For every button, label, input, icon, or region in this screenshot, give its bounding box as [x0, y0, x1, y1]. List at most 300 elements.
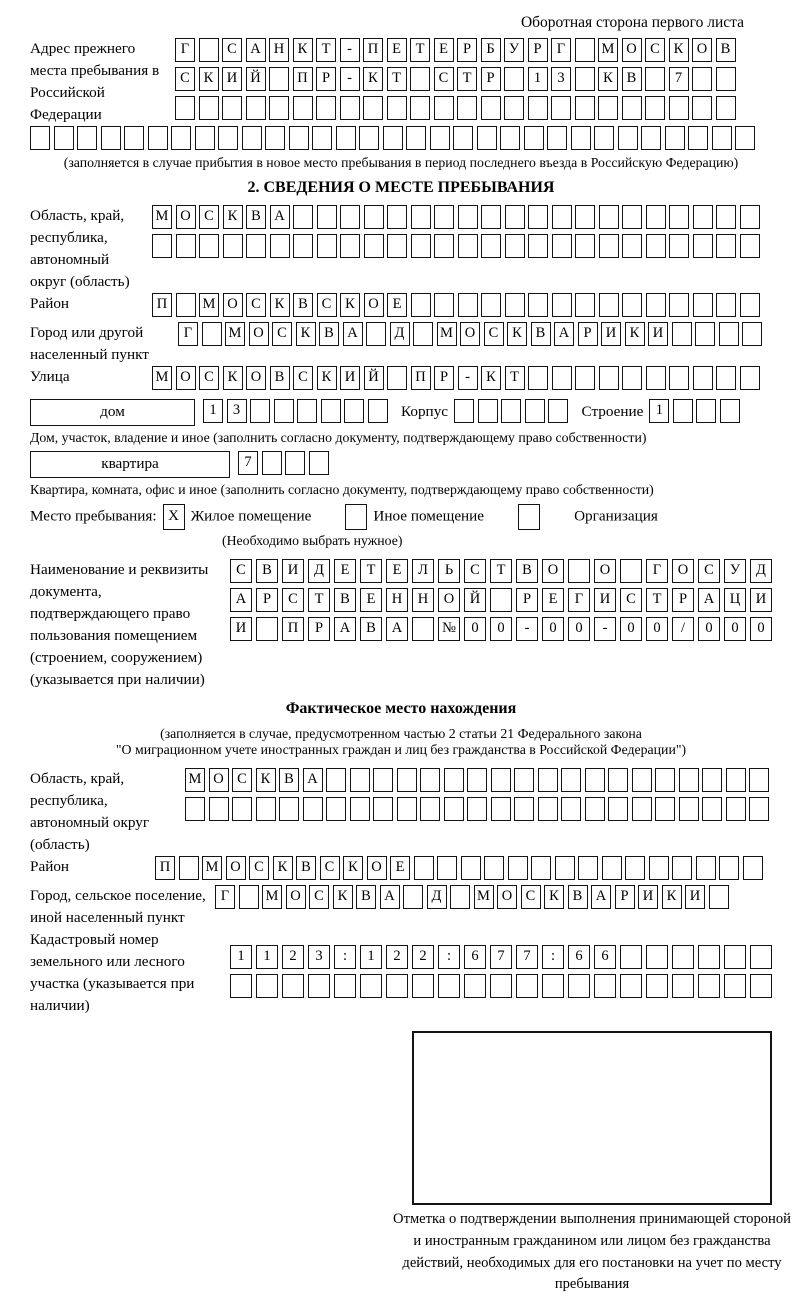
char-cell[interactable]: П — [155, 856, 175, 880]
char-cell[interactable] — [282, 974, 304, 998]
char-cell[interactable] — [561, 768, 581, 792]
char-cell[interactable] — [458, 234, 478, 258]
char-cell[interactable]: К — [223, 205, 243, 229]
char-cell[interactable] — [403, 885, 423, 909]
char-cell[interactable]: Р — [481, 67, 501, 91]
char-cell[interactable] — [239, 885, 259, 909]
char-cell[interactable]: А — [334, 617, 356, 641]
char-cell[interactable] — [538, 768, 558, 792]
char-cell[interactable]: Р — [672, 588, 694, 612]
char-cell[interactable]: Й — [364, 366, 384, 390]
char-cell[interactable]: 1 — [528, 67, 548, 91]
char-cell[interactable] — [317, 205, 337, 229]
char-cell[interactable]: 1 — [230, 945, 252, 969]
char-cell[interactable]: Г — [646, 559, 668, 583]
char-cell[interactable] — [434, 234, 454, 258]
char-cell[interactable] — [274, 399, 294, 423]
char-cell[interactable]: Д — [308, 559, 330, 583]
char-cell[interactable] — [481, 96, 501, 120]
char-cell[interactable] — [344, 399, 364, 423]
char-cell[interactable] — [552, 205, 572, 229]
char-cell[interactable] — [645, 67, 665, 91]
char-cell[interactable]: М — [225, 322, 245, 346]
char-cell[interactable] — [696, 399, 716, 423]
char-cell[interactable] — [602, 856, 622, 880]
char-cell[interactable]: Г — [178, 322, 198, 346]
char-cell[interactable] — [655, 768, 675, 792]
char-cell[interactable] — [555, 856, 575, 880]
char-cell[interactable]: 6 — [568, 945, 590, 969]
char-cell[interactable]: В — [246, 205, 266, 229]
char-cell[interactable] — [750, 974, 772, 998]
char-cell[interactable]: С — [645, 38, 665, 62]
char-cell[interactable]: Й — [464, 588, 486, 612]
char-cell[interactable]: К — [662, 885, 682, 909]
char-cell[interactable] — [454, 399, 474, 423]
char-cell[interactable]: Л — [412, 559, 434, 583]
char-cell[interactable]: Т — [646, 588, 668, 612]
char-cell[interactable]: - — [340, 38, 360, 62]
char-cell[interactable]: К — [273, 856, 293, 880]
char-cell[interactable] — [620, 559, 642, 583]
char-cell[interactable]: С — [232, 768, 252, 792]
char-cell[interactable] — [270, 234, 290, 258]
char-cell[interactable] — [645, 96, 665, 120]
char-cell[interactable] — [571, 126, 591, 150]
char-cell[interactable] — [525, 399, 545, 423]
char-cell[interactable]: Т — [505, 366, 525, 390]
char-cell[interactable]: И — [230, 617, 252, 641]
char-cell[interactable] — [749, 797, 769, 821]
char-cell[interactable] — [308, 974, 330, 998]
char-cell[interactable]: П — [152, 293, 172, 317]
char-cell[interactable] — [646, 366, 666, 390]
char-cell[interactable]: Т — [316, 38, 336, 62]
char-cell[interactable]: Г — [175, 38, 195, 62]
char-cell[interactable] — [202, 322, 222, 346]
char-cell[interactable] — [575, 366, 595, 390]
char-cell[interactable]: М — [202, 856, 222, 880]
char-cell[interactable]: В — [293, 293, 313, 317]
char-cell[interactable]: 0 — [698, 617, 720, 641]
char-cell[interactable]: Е — [334, 559, 356, 583]
char-cell[interactable]: Т — [410, 38, 430, 62]
char-cell[interactable]: М — [152, 205, 172, 229]
char-cell[interactable]: В — [568, 885, 588, 909]
char-cell[interactable] — [285, 451, 305, 475]
char-cell[interactable] — [309, 451, 329, 475]
char-cell[interactable]: О — [176, 366, 196, 390]
char-cell[interactable] — [740, 366, 760, 390]
char-cell[interactable] — [434, 293, 454, 317]
char-cell[interactable] — [702, 768, 722, 792]
char-cell[interactable] — [176, 234, 196, 258]
char-cell[interactable]: 7 — [669, 67, 689, 91]
char-cell[interactable]: Т — [457, 67, 477, 91]
char-cell[interactable] — [326, 797, 346, 821]
char-cell[interactable] — [414, 856, 434, 880]
char-cell[interactable]: В — [296, 856, 316, 880]
char-cell[interactable] — [599, 366, 619, 390]
char-cell[interactable]: О — [176, 205, 196, 229]
char-cell[interactable] — [199, 96, 219, 120]
char-cell[interactable] — [646, 974, 668, 998]
char-cell[interactable]: М — [262, 885, 282, 909]
char-cell[interactable] — [726, 768, 746, 792]
char-cell[interactable] — [77, 126, 97, 150]
char-cell[interactable]: 0 — [568, 617, 590, 641]
char-cell[interactable]: Р — [578, 322, 598, 346]
char-cell[interactable] — [199, 38, 219, 62]
char-cell[interactable]: 0 — [464, 617, 486, 641]
char-cell[interactable] — [719, 322, 739, 346]
char-cell[interactable] — [740, 205, 760, 229]
char-cell[interactable]: К — [270, 293, 290, 317]
char-cell[interactable] — [411, 234, 431, 258]
char-cell[interactable] — [719, 856, 739, 880]
char-cell[interactable] — [430, 126, 450, 150]
char-cell[interactable] — [54, 126, 74, 150]
char-cell[interactable] — [364, 205, 384, 229]
char-cell[interactable] — [552, 293, 572, 317]
char-cell[interactable]: А — [303, 768, 323, 792]
char-cell[interactable] — [461, 856, 481, 880]
char-cell[interactable]: В — [319, 322, 339, 346]
char-cell[interactable] — [334, 974, 356, 998]
char-cell[interactable] — [528, 96, 548, 120]
char-cell[interactable] — [464, 974, 486, 998]
char-cell[interactable]: 2 — [412, 945, 434, 969]
char-cell[interactable] — [340, 205, 360, 229]
char-cell[interactable]: 0 — [620, 617, 642, 641]
char-cell[interactable]: Н — [412, 588, 434, 612]
char-cell[interactable] — [720, 399, 740, 423]
char-cell[interactable]: С — [620, 588, 642, 612]
char-cell[interactable]: О — [542, 559, 564, 583]
char-cell[interactable]: А — [270, 205, 290, 229]
char-cell[interactable] — [467, 797, 487, 821]
char-cell[interactable]: С — [222, 38, 242, 62]
char-cell[interactable] — [383, 126, 403, 150]
char-cell[interactable] — [152, 234, 172, 258]
char-cell[interactable] — [528, 293, 548, 317]
char-cell[interactable] — [625, 856, 645, 880]
char-cell[interactable] — [175, 96, 195, 120]
char-cell[interactable]: 3 — [227, 399, 247, 423]
char-cell[interactable] — [679, 797, 699, 821]
char-cell[interactable] — [444, 768, 464, 792]
char-cell[interactable] — [672, 974, 694, 998]
char-cell[interactable] — [716, 96, 736, 120]
char-cell[interactable] — [599, 205, 619, 229]
char-cell[interactable] — [552, 366, 572, 390]
char-cell[interactable] — [578, 856, 598, 880]
char-cell[interactable] — [209, 797, 229, 821]
char-cell[interactable]: Р — [457, 38, 477, 62]
char-cell[interactable] — [561, 797, 581, 821]
char-cell[interactable]: С — [199, 205, 219, 229]
char-cell[interactable] — [256, 974, 278, 998]
char-cell[interactable] — [195, 126, 215, 150]
char-cell[interactable] — [692, 67, 712, 91]
char-cell[interactable]: К — [340, 293, 360, 317]
char-cell[interactable]: 0 — [750, 617, 772, 641]
char-cell[interactable]: О — [622, 38, 642, 62]
char-cell[interactable]: Н — [269, 38, 289, 62]
char-cell[interactable] — [491, 768, 511, 792]
char-cell[interactable] — [712, 126, 732, 150]
char-cell[interactable]: В — [622, 67, 642, 91]
char-cell[interactable] — [185, 797, 205, 821]
char-cell[interactable]: П — [293, 67, 313, 91]
char-cell[interactable]: 7 — [238, 451, 258, 475]
char-cell[interactable]: А — [591, 885, 611, 909]
char-cell[interactable] — [742, 322, 762, 346]
char-cell[interactable] — [387, 96, 407, 120]
char-cell[interactable]: П — [363, 38, 383, 62]
char-cell[interactable]: : — [542, 945, 564, 969]
char-cell[interactable]: К — [669, 38, 689, 62]
char-cell[interactable]: О — [249, 322, 269, 346]
char-cell[interactable]: П — [282, 617, 304, 641]
char-cell[interactable] — [514, 768, 534, 792]
char-cell[interactable] — [618, 126, 638, 150]
char-cell[interactable] — [504, 96, 524, 120]
char-cell[interactable] — [575, 234, 595, 258]
char-cell[interactable]: А — [380, 885, 400, 909]
char-cell[interactable]: Е — [387, 38, 407, 62]
char-cell[interactable]: О — [209, 768, 229, 792]
char-cell[interactable]: С — [246, 293, 266, 317]
char-cell[interactable]: 3 — [551, 67, 571, 91]
char-cell[interactable] — [538, 797, 558, 821]
char-cell[interactable] — [176, 293, 196, 317]
char-cell[interactable] — [552, 234, 572, 258]
char-cell[interactable] — [289, 126, 309, 150]
char-cell[interactable] — [387, 234, 407, 258]
char-cell[interactable]: - — [340, 67, 360, 91]
char-cell[interactable]: И — [222, 67, 242, 91]
char-cell[interactable] — [230, 974, 252, 998]
char-cell[interactable]: О — [497, 885, 517, 909]
char-cell[interactable] — [608, 797, 628, 821]
char-cell[interactable]: Е — [390, 856, 410, 880]
char-cell[interactable]: Т — [490, 559, 512, 583]
char-cell[interactable] — [726, 797, 746, 821]
char-cell[interactable]: Р — [434, 366, 454, 390]
char-cell[interactable]: С — [317, 293, 337, 317]
char-cell[interactable] — [438, 974, 460, 998]
char-cell[interactable] — [698, 974, 720, 998]
char-cell[interactable] — [693, 366, 713, 390]
char-cell[interactable]: Е — [387, 293, 407, 317]
char-cell[interactable]: А — [386, 617, 408, 641]
char-cell[interactable] — [386, 974, 408, 998]
char-cell[interactable]: И — [340, 366, 360, 390]
char-cell[interactable] — [655, 797, 675, 821]
char-cell[interactable] — [632, 768, 652, 792]
char-cell[interactable]: О — [460, 322, 480, 346]
char-cell[interactable]: 0 — [724, 617, 746, 641]
char-cell[interactable] — [340, 234, 360, 258]
char-cell[interactable] — [585, 768, 605, 792]
char-cell[interactable]: С — [698, 559, 720, 583]
char-cell[interactable] — [528, 205, 548, 229]
char-cell[interactable]: 2 — [386, 945, 408, 969]
char-cell[interactable]: У — [724, 559, 746, 583]
char-cell[interactable] — [437, 856, 457, 880]
char-cell[interactable] — [256, 617, 278, 641]
char-cell[interactable] — [692, 96, 712, 120]
stay-type-checkbox-other[interactable] — [345, 504, 367, 530]
char-cell[interactable]: Г — [568, 588, 590, 612]
char-cell[interactable] — [363, 96, 383, 120]
char-cell[interactable] — [269, 67, 289, 91]
char-cell[interactable] — [350, 797, 370, 821]
char-cell[interactable] — [695, 322, 715, 346]
char-cell[interactable] — [672, 856, 692, 880]
char-cell[interactable] — [568, 974, 590, 998]
char-cell[interactable] — [340, 96, 360, 120]
char-cell[interactable]: С — [521, 885, 541, 909]
char-cell[interactable]: С — [320, 856, 340, 880]
char-cell[interactable] — [743, 856, 763, 880]
char-cell[interactable]: Р — [528, 38, 548, 62]
char-cell[interactable]: К — [625, 322, 645, 346]
char-cell[interactable] — [575, 96, 595, 120]
char-cell[interactable] — [622, 205, 642, 229]
char-cell[interactable] — [350, 768, 370, 792]
char-cell[interactable] — [265, 126, 285, 150]
char-cell[interactable]: Е — [542, 588, 564, 612]
char-cell[interactable]: О — [226, 856, 246, 880]
char-cell[interactable] — [568, 559, 590, 583]
char-cell[interactable] — [669, 234, 689, 258]
char-cell[interactable]: 2 — [282, 945, 304, 969]
char-cell[interactable] — [481, 205, 501, 229]
char-cell[interactable]: В — [279, 768, 299, 792]
char-cell[interactable] — [256, 797, 276, 821]
char-cell[interactable]: А — [246, 38, 266, 62]
char-cell[interactable] — [490, 974, 512, 998]
char-cell[interactable]: С — [199, 366, 219, 390]
char-cell[interactable] — [246, 234, 266, 258]
char-cell[interactable]: М — [152, 366, 172, 390]
char-cell[interactable]: 1 — [360, 945, 382, 969]
char-cell[interactable] — [548, 399, 568, 423]
char-cell[interactable] — [724, 974, 746, 998]
char-cell[interactable]: : — [438, 945, 460, 969]
char-cell[interactable]: А — [230, 588, 252, 612]
char-cell[interactable] — [368, 399, 388, 423]
char-cell[interactable]: О — [692, 38, 712, 62]
char-cell[interactable]: И — [594, 588, 616, 612]
char-cell[interactable]: П — [411, 366, 431, 390]
char-cell[interactable]: В — [360, 617, 382, 641]
char-cell[interactable]: К — [343, 856, 363, 880]
char-cell[interactable] — [501, 399, 521, 423]
char-cell[interactable] — [594, 126, 614, 150]
char-cell[interactable]: К — [598, 67, 618, 91]
char-cell[interactable]: О — [223, 293, 243, 317]
char-cell[interactable] — [406, 126, 426, 150]
char-cell[interactable] — [641, 126, 661, 150]
char-cell[interactable] — [387, 205, 407, 229]
char-cell[interactable] — [317, 234, 337, 258]
char-cell[interactable] — [669, 205, 689, 229]
char-cell[interactable] — [740, 293, 760, 317]
char-cell[interactable] — [622, 96, 642, 120]
char-cell[interactable] — [450, 885, 470, 909]
char-cell[interactable] — [500, 126, 520, 150]
char-cell[interactable]: А — [343, 322, 363, 346]
char-cell[interactable]: С — [293, 366, 313, 390]
char-cell[interactable] — [373, 768, 393, 792]
char-cell[interactable] — [646, 293, 666, 317]
char-cell[interactable] — [693, 293, 713, 317]
char-cell[interactable] — [716, 205, 736, 229]
char-cell[interactable]: Д — [390, 322, 410, 346]
char-cell[interactable]: М — [199, 293, 219, 317]
char-cell[interactable]: 7 — [516, 945, 538, 969]
char-cell[interactable]: О — [594, 559, 616, 583]
char-cell[interactable] — [312, 126, 332, 150]
char-cell[interactable] — [457, 96, 477, 120]
char-cell[interactable]: Ц — [724, 588, 746, 612]
char-cell[interactable] — [698, 945, 720, 969]
char-cell[interactable]: Р — [256, 588, 278, 612]
char-cell[interactable] — [293, 96, 313, 120]
char-cell[interactable]: 6 — [594, 945, 616, 969]
char-cell[interactable] — [669, 96, 689, 120]
char-cell[interactable]: О — [367, 856, 387, 880]
char-cell[interactable] — [547, 126, 567, 150]
char-cell[interactable] — [672, 322, 692, 346]
char-cell[interactable]: С — [484, 322, 504, 346]
char-cell[interactable] — [336, 126, 356, 150]
char-cell[interactable]: В — [256, 559, 278, 583]
char-cell[interactable] — [478, 399, 498, 423]
char-cell[interactable] — [373, 797, 393, 821]
char-cell[interactable]: С — [464, 559, 486, 583]
char-cell[interactable] — [484, 856, 504, 880]
char-cell[interactable]: Д — [427, 885, 447, 909]
char-cell[interactable]: : — [334, 945, 356, 969]
char-cell[interactable] — [716, 366, 736, 390]
char-cell[interactable] — [101, 126, 121, 150]
char-cell[interactable] — [696, 856, 716, 880]
char-cell[interactable] — [467, 768, 487, 792]
char-cell[interactable] — [326, 768, 346, 792]
char-cell[interactable]: - — [516, 617, 538, 641]
char-cell[interactable]: А — [698, 588, 720, 612]
char-cell[interactable] — [481, 293, 501, 317]
char-cell[interactable] — [171, 126, 191, 150]
char-cell[interactable]: О — [672, 559, 694, 583]
char-cell[interactable] — [124, 126, 144, 150]
char-cell[interactable] — [551, 96, 571, 120]
char-cell[interactable] — [477, 126, 497, 150]
char-cell[interactable]: 0 — [646, 617, 668, 641]
char-cell[interactable]: Г — [215, 885, 235, 909]
char-cell[interactable]: 1 — [203, 399, 223, 423]
char-cell[interactable]: К — [293, 38, 313, 62]
char-cell[interactable]: В — [356, 885, 376, 909]
char-cell[interactable] — [262, 451, 282, 475]
char-cell[interactable]: К — [333, 885, 353, 909]
char-cell[interactable] — [412, 617, 434, 641]
char-cell[interactable] — [575, 205, 595, 229]
